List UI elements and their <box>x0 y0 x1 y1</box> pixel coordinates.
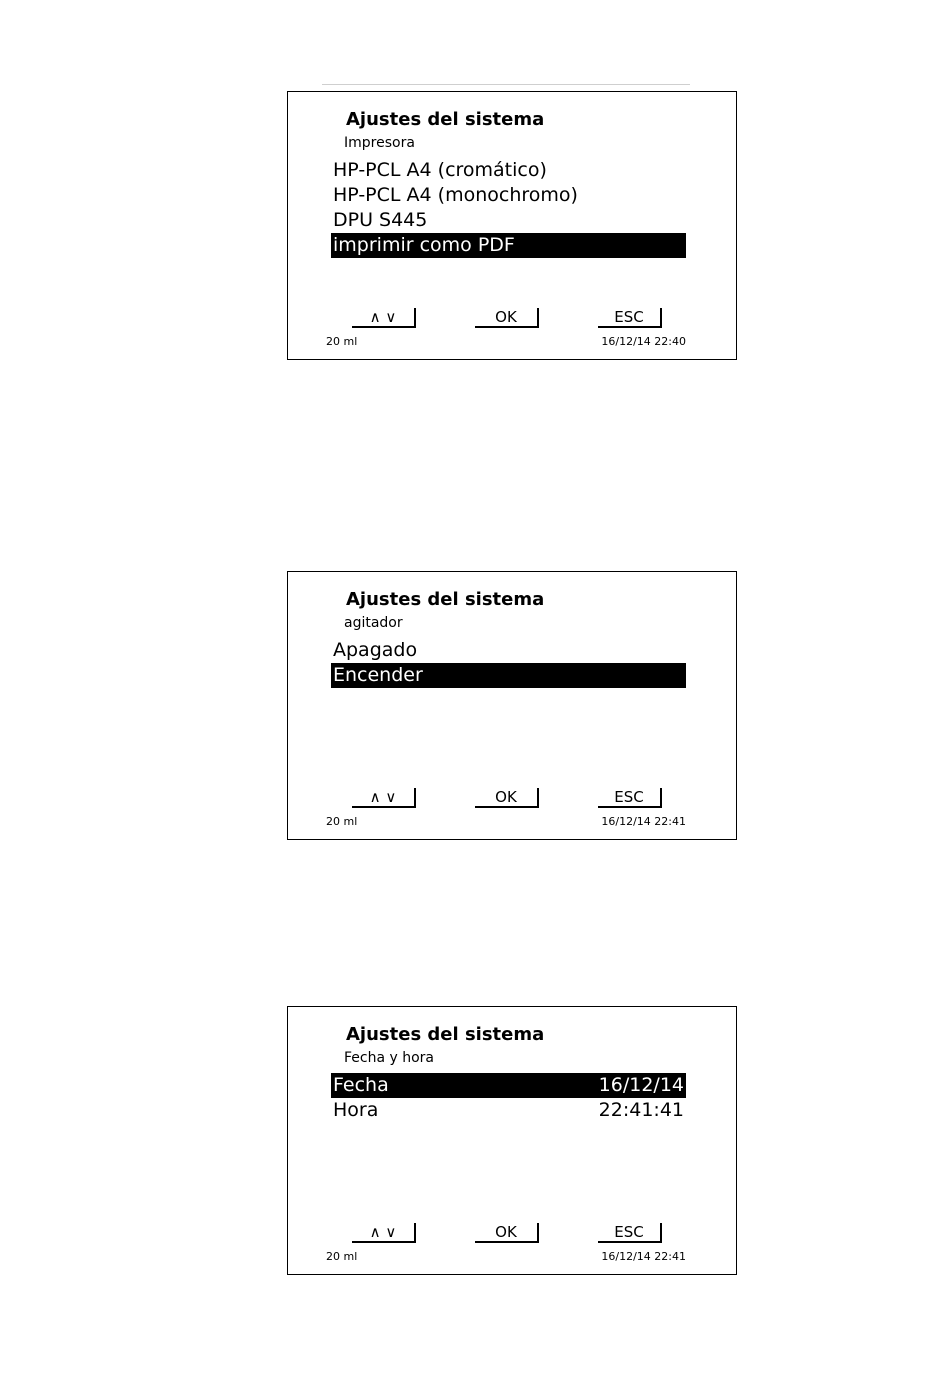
device-screen-date-time <box>287 1006 737 1275</box>
nav-up-down-softkey[interactable]: ∧ ∨ <box>352 308 416 328</box>
menu-item-label: Fecha <box>333 1074 389 1096</box>
device-screen-stirrer <box>287 571 737 840</box>
ok-softkey[interactable]: OK <box>475 308 539 328</box>
page-top-rule <box>322 84 690 85</box>
date-time-menu <box>331 1073 686 1123</box>
menu-item-time[interactable] <box>331 1098 686 1123</box>
menu-item-label: DPU S445 <box>333 209 428 231</box>
status-datetime: 16/12/14 22:41 <box>601 1250 686 1263</box>
menu-item-label: HP-PCL A4 (monochromo) <box>333 184 578 206</box>
stirrer-menu <box>331 638 686 688</box>
ok-softkey[interactable]: OK <box>475 1223 539 1243</box>
status-datetime: 16/12/14 22:40 <box>601 335 686 348</box>
menu-item-date[interactable] <box>331 1073 686 1098</box>
menu-item-label: Hora <box>333 1099 379 1121</box>
screen-subtitle: Fecha y hora <box>344 1050 435 1066</box>
menu-item-print-pdf[interactable] <box>331 233 686 258</box>
screen-subtitle: agitador <box>344 615 403 631</box>
menu-item-label: HP-PCL A4 (cromático) <box>333 159 547 181</box>
status-volume: 20 ml <box>326 335 358 348</box>
time-value: 22:41:41 <box>598 1099 684 1121</box>
screen-title: Ajustes del sistema <box>346 1024 545 1045</box>
nav-up-down-softkey[interactable]: ∧ ∨ <box>352 788 416 808</box>
screen-subtitle: Impresora <box>344 135 415 151</box>
status-volume: 20 ml <box>326 1250 358 1263</box>
menu-item-dpu-s445[interactable] <box>331 208 686 233</box>
menu-item-on[interactable] <box>331 663 686 688</box>
status-volume: 20 ml <box>326 815 358 828</box>
menu-item-hp-pcl-color[interactable] <box>331 158 686 183</box>
esc-softkey[interactable]: ESC <box>598 1223 662 1243</box>
menu-item-label: Apagado <box>333 639 418 661</box>
ok-softkey[interactable]: OK <box>475 788 539 808</box>
esc-softkey[interactable]: ESC <box>598 788 662 808</box>
esc-softkey[interactable]: ESC <box>598 308 662 328</box>
date-value: 16/12/14 <box>598 1074 684 1096</box>
menu-item-label: imprimir como PDF <box>333 234 515 256</box>
menu-item-label: Encender <box>333 664 423 686</box>
status-datetime: 16/12/14 22:41 <box>601 815 686 828</box>
menu-item-hp-pcl-mono[interactable] <box>331 183 686 208</box>
device-screen-printer <box>287 91 737 360</box>
printer-menu <box>331 158 686 258</box>
nav-up-down-softkey[interactable]: ∧ ∨ <box>352 1223 416 1243</box>
screen-title: Ajustes del sistema <box>346 109 545 130</box>
menu-item-off[interactable] <box>331 638 686 663</box>
screen-title: Ajustes del sistema <box>346 589 545 610</box>
